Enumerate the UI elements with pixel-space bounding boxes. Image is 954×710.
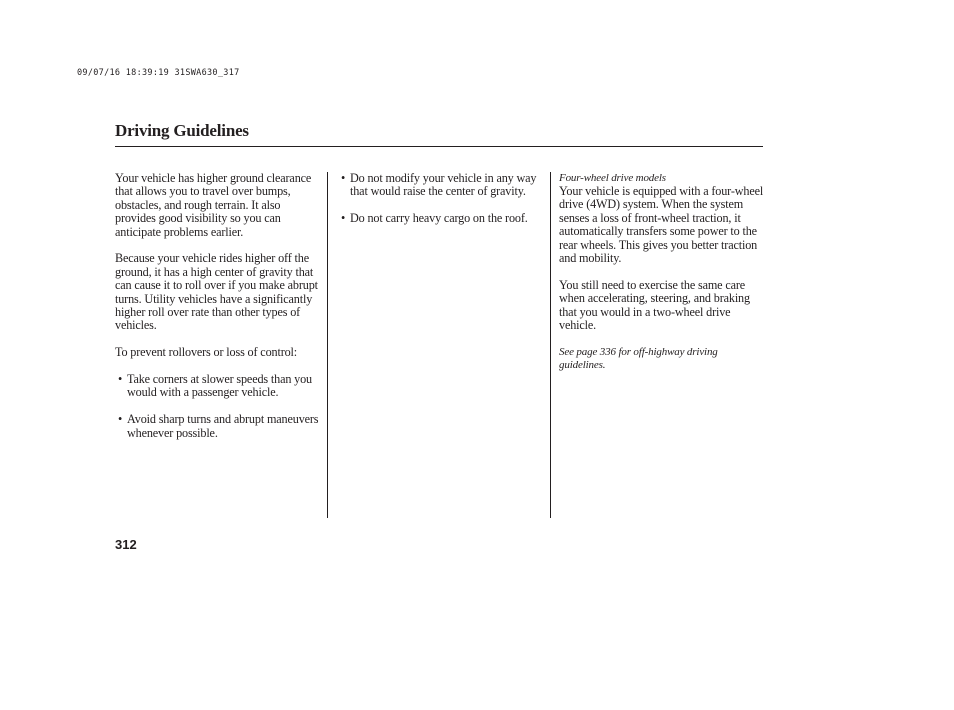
page-number: 312 [115, 537, 137, 552]
bullet-icon: • [341, 171, 346, 185]
column-3 [559, 172, 765, 386]
page-reference-note: See page 336 for off-highway driving guidelines. [559, 345, 718, 372]
column-divider [327, 172, 328, 518]
title-rule [115, 146, 763, 147]
bullet-text: Avoid sharp turns and abrupt maneuvers whenever possible. [127, 412, 319, 440]
rollover-bullet-list [115, 373, 323, 440]
page-title: Driving Guidelines [115, 121, 249, 140]
bullet-text: Do not modify your vehicle in any way that would raise the center of gravity. [350, 171, 537, 199]
column-1 [115, 172, 323, 453]
list-item [115, 373, 323, 400]
bullet-text: Take corners at slower speeds than you would with a passenger vehicle. [127, 372, 312, 400]
paragraph-center-of-gravity: Because your vehicle rides higher off the ground, it has a high center of gravity that can cause it to roll over if you make abrupt turns. Utility vehicles have a significantly higher roll over rate than other types of vehicles. [115, 251, 318, 333]
list-item [338, 172, 543, 199]
paragraph-4wd-system: Your vehicle is equipped with a four-wheel drive (4WD) system. When the system senses a loss of front-wheel traction, it automatically transfers some power to the rear wheels. This gives you better traction and mobility. [559, 184, 764, 266]
paragraph-exercise-care: You still need to exercise the same care when accelerating, steering, and braking that you would in a two-wheel drive vehicle. [559, 277, 750, 333]
column-divider [550, 172, 551, 518]
list-item [115, 413, 323, 440]
print-stamp: 09/07/16 18:39:19 31SWA630_317 [77, 68, 240, 78]
bullet-icon: • [118, 412, 123, 427]
bullet-text: Do not carry heavy cargo on the roof. [350, 211, 528, 226]
list-item [338, 212, 543, 225]
bullet-icon: • [341, 211, 346, 226]
paragraph-clearance: Your vehicle has higher ground clearance that allows you to travel over bumps, obstacles, and rough terrain. It also provides good visibility so you can anticipate problems earlier. [115, 171, 312, 239]
column-2 [338, 172, 543, 239]
paragraph-prevent-rollovers: To prevent rollovers or loss of control: [115, 345, 298, 360]
bullet-icon: • [118, 372, 123, 387]
section-subhead: Four-wheel drive models [559, 172, 666, 184]
modification-bullet-list [338, 172, 543, 226]
